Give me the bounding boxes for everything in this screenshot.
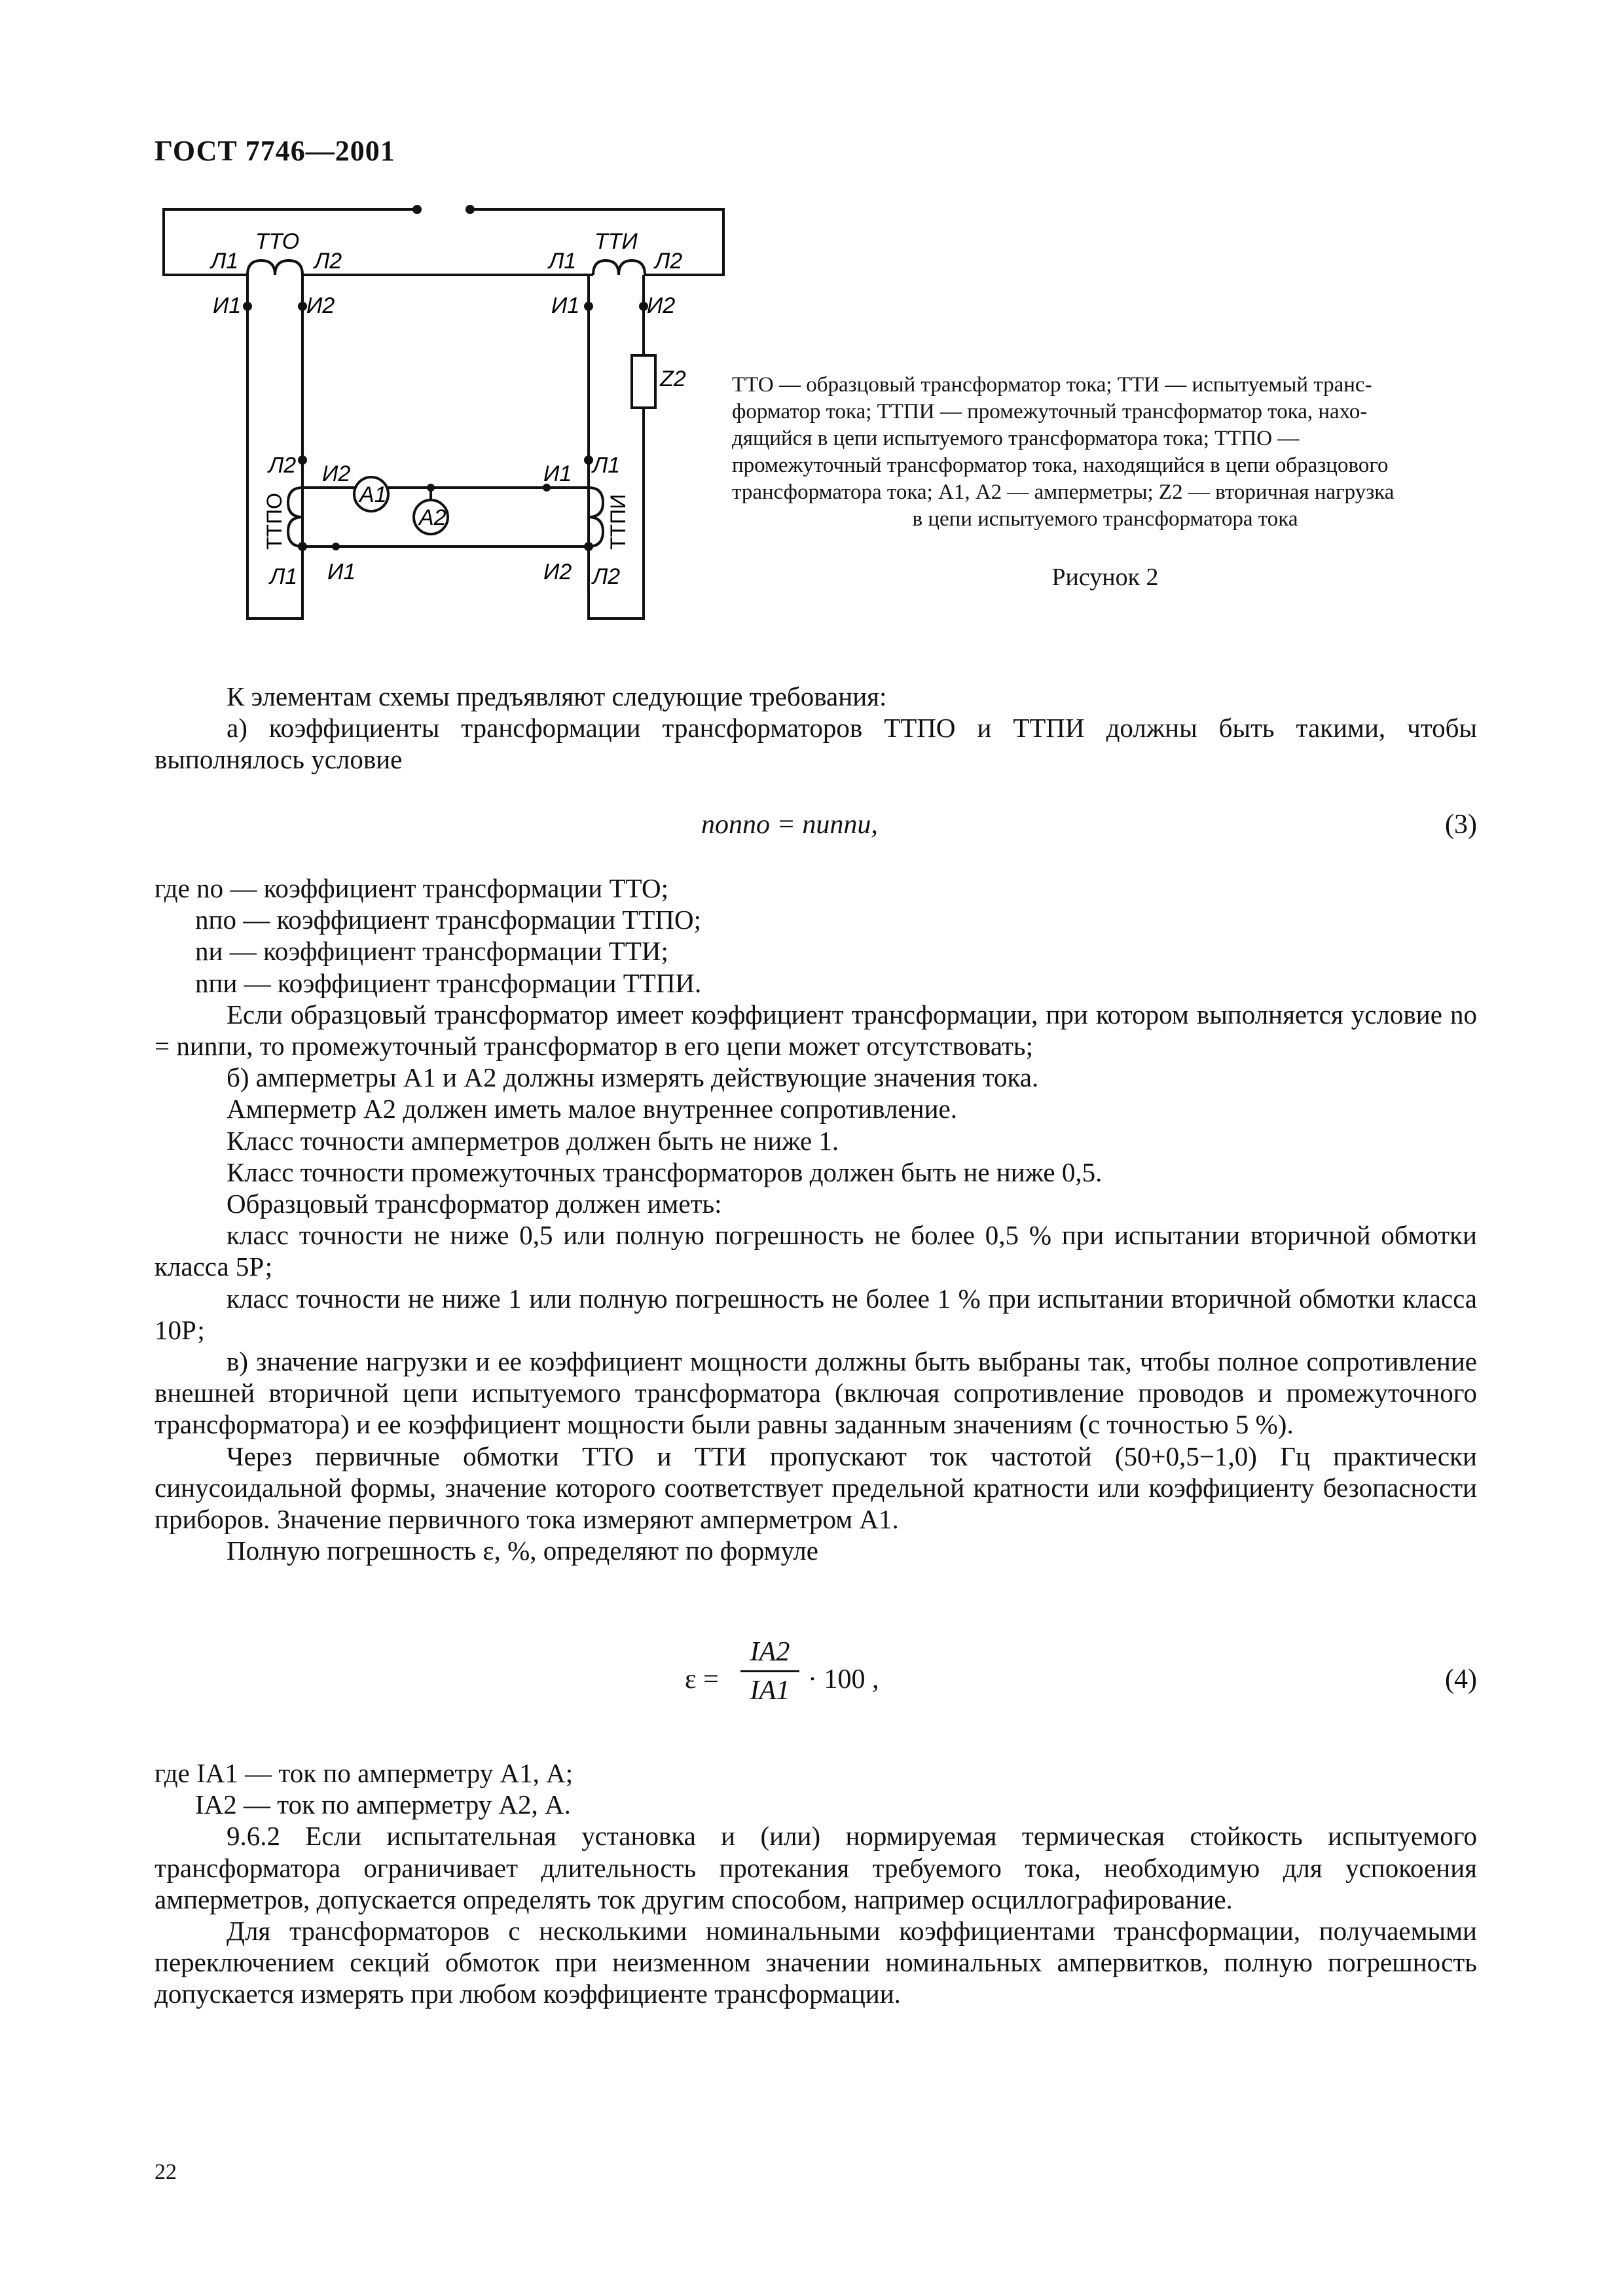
caption-line: трансформатора тока; А1, А2 — амперметры; Z2 — вторичная нагрузка [732, 480, 1395, 504]
body-part-2 [155, 872, 1477, 1566]
label-i2-tti: И2 [647, 293, 676, 318]
paragraph: б) амперметры А1 и А2 должны измерять действующие значения тока. [227, 1062, 1039, 1093]
document-header: ГОСТ 7746—2001 [155, 135, 395, 167]
paragraph: а) коэффициенты трансформации трансформаторов ТТПО и ТТПИ должны быть такими, чтобы выполнялось условие [155, 713, 1477, 775]
paragraph: Для трансформаторов с несколькими номинальными коэффициентами трансформации, получаемыми переключением секций обмоток при неизменном значении номинальных ампервитков, полную погрешность допускается измерять при любом коэффициенте трансформации. [155, 1916, 1477, 2009]
definition: где nо — коэффициент трансформации ТТО; [155, 873, 668, 903]
label-i1-tto: И1 [213, 293, 242, 318]
label-i1-ttpo: И1 [327, 560, 356, 584]
label-l1-ttpi: Л1 [593, 453, 621, 478]
definition: nи — коэффициент трансформации ТТИ; [195, 936, 668, 967]
label-l1-tto: Л1 [211, 249, 239, 274]
label-ttpi: ТТПИ [606, 493, 630, 550]
label-l1-tti: Л1 [549, 249, 577, 274]
label-z2: Z2 [660, 367, 686, 391]
definition: nпо — коэффициент трансформации ТТПО; [195, 905, 701, 935]
paragraph: Полную погрешность ε, %, определяют по формуле [227, 1535, 818, 1566]
equation-3 [155, 809, 1477, 848]
paragraph: К элементам схемы предъявляют следующие требования: [227, 681, 887, 711]
equation-4-lhs: ε = [685, 1664, 719, 1695]
label-l2-tto: Л2 [314, 249, 342, 274]
body-part-1 [155, 681, 1477, 776]
label-i1-ttpi: И1 [543, 461, 572, 486]
caption-line: промежуточный трансформатор тока, находящийся в цепи образцового [732, 454, 1389, 477]
paragraph: Через первичные обмотки ТТО и ТТИ пропускают ток частотой (50+0,5−1,0) Гц практически синусоидальной формы, значение которого соответствует предельной кратности или коэффициенту безопасности приборов. Значение первичного тока измеряют амперметром А1. [155, 1441, 1477, 1535]
equation-3-number: (3) [1445, 810, 1477, 840]
paragraph: класс точности не ниже 1 или полную погрешность не более 1 % при испытании вторичной обмотки класса 10Р; [155, 1283, 1477, 1345]
paragraph: Если образцовый трансформатор имеет коэффициент трансформации, при котором выполняется условие nо = nиnпи, то промежуточный трансформатор в его цепи может отсутствовать; [155, 999, 1477, 1062]
definition: где IA1 — ток по амперметру А1, А; [155, 1758, 574, 1788]
label-ttpo: ТТПО [263, 493, 286, 550]
label-i2-tto: И2 [306, 293, 335, 318]
equation-4-numerator: IA2 [750, 1637, 790, 1667]
label-l2-tti: Л2 [655, 249, 683, 274]
circuit-diagram [157, 196, 733, 628]
body-part-3 [155, 1757, 1477, 2010]
page-number: 22 [155, 2160, 177, 2184]
paragraph: Класс точности промежуточных трансформаторов должен быть не ниже 0,5. [227, 1157, 1103, 1187]
label-l1-ttpo: Л1 [270, 564, 298, 589]
label-a2: А2 [419, 505, 447, 530]
equation-4-fraction [740, 1636, 799, 1706]
definition: nпи — коэффициент трансформации ТТПИ. [195, 967, 702, 998]
definition: IA2 — ток по амперметру А2, А. [195, 1789, 571, 1820]
paragraph: Амперметр А2 должен иметь малое внутреннее сопротивление. [227, 1094, 957, 1124]
caption-line: дящийся в цепи испытуемого трансформатора тока; ТТПО — [732, 427, 1300, 450]
paragraph: 9.6.2 Если испытательная установка и (или) нормируемая термическая стойкость испытуемого трансформатора ограничивает длительность протекания требуемого тока, необходимую для успокоения амперметров, допускается определять ток другим способом, например осциллографирование. [155, 1821, 1477, 1914]
equation-3-body: nоnпо = nиnпи, [701, 810, 878, 840]
caption-line: форматор тока; ТТПИ — промежуточный трансформатор тока, нахо- [732, 400, 1368, 423]
label-i2-ttpi: И2 [543, 560, 572, 584]
label-i2-ttpo: И2 [322, 461, 351, 486]
label-l2-ttpi: Л2 [593, 564, 621, 589]
equation-4-denominator: IA1 [750, 1676, 790, 1706]
equation-4-rhs: · 100 , [808, 1664, 879, 1695]
paragraph: в) значение нагрузки и ее коэффициент мощности должны быть выбраны так, чтобы полное сопротивление внешней вторичной цепи испытуемого трансформатора (включая сопротивление проводов и промежуточного трансформатора) и ее коэффициент мощности были равны заданным значениям (с точностью 5 %). [155, 1346, 1477, 1440]
equation-4-number: (4) [1445, 1664, 1477, 1695]
paragraph: класс точности не ниже 0,5 или полную погрешность не более 0,5 % при испытании вторичной обмотки класса 5Р; [155, 1220, 1477, 1282]
label-a1: А1 [359, 482, 387, 507]
label-tti: ТТИ [594, 229, 638, 254]
figure-title: Рисунок 2 [1051, 564, 1159, 591]
caption-line: в цепи испытуемого трансформатора тока [912, 507, 1298, 531]
paragraph: Образцовый трансформатор должен иметь: [227, 1189, 722, 1219]
paragraph: Класс точности амперметров должен быть не ниже 1. [227, 1125, 839, 1156]
figure-caption [732, 372, 1478, 533]
label-l2-ttpo: Л2 [268, 453, 297, 478]
label-i1-tti: И1 [551, 293, 580, 318]
label-tto: ТТО [255, 229, 300, 254]
equation-4 [155, 1636, 1477, 1721]
caption-line: ТТО — образцовый трансформатор тока; ТТИ — испытуемый транс- [732, 373, 1372, 397]
